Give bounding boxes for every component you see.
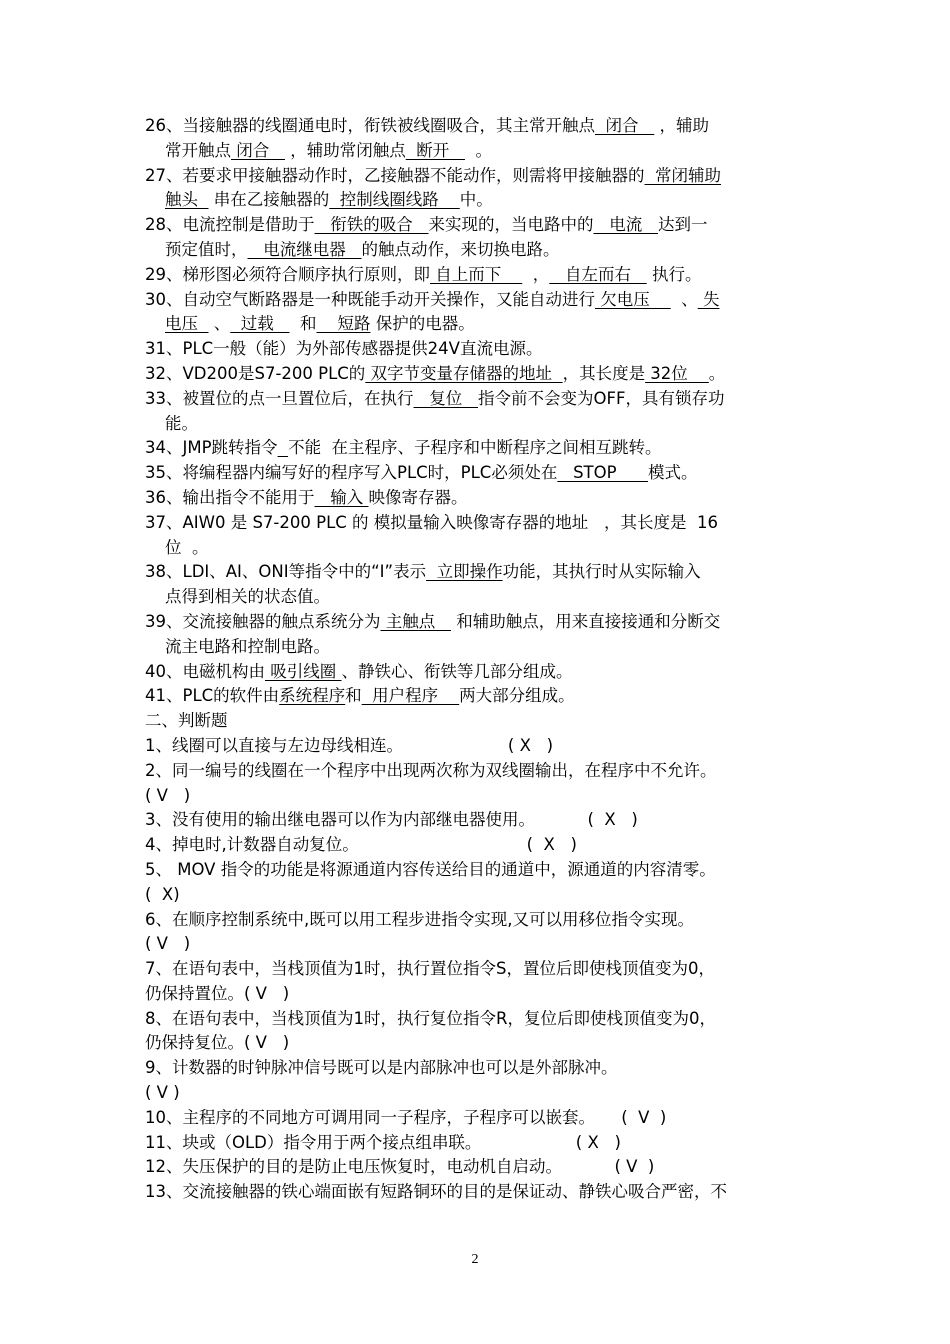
text-segment: 9、计数器的时钟脉冲信号既可以是内部脉冲也可以是外部脉冲。 <box>145 1058 618 1078</box>
question-list <box>145 114 813 1205</box>
text-segment: 7、在语句表中，当栈顶值为1时，执行置位指令S，置位后即使栈顶值变为0， <box>145 959 715 979</box>
answer-blank: 触头 <box>165 190 209 210</box>
text-line <box>145 684 813 709</box>
answer-blank: STOP <box>557 463 649 483</box>
text-line <box>145 1056 813 1081</box>
text-line <box>145 139 813 164</box>
text-segment: 、 <box>208 314 231 334</box>
text-segment: 不能 在主程序、子程序和中断程序之间相互跳转。 <box>288 438 662 458</box>
text-segment: 36、输出指令不能用于 <box>145 487 315 507</box>
answer-blank: 主触点 <box>380 611 451 631</box>
text-segment: 和 <box>289 314 317 334</box>
text-line <box>145 536 813 561</box>
text-segment: 映像寄存器。 <box>368 487 468 507</box>
text-line <box>145 436 813 461</box>
text-segment: ，辅助 <box>654 116 709 135</box>
text-line <box>145 1081 813 1106</box>
text-segment: 和 <box>345 686 362 706</box>
text-segment: 达到一 <box>657 215 708 235</box>
text-segment: 预定值时， <box>165 239 248 259</box>
answer-blank: 断开 <box>405 140 465 160</box>
text-segment: 两大部分组成。 <box>459 686 575 706</box>
text-segment: 中。 <box>459 190 493 210</box>
text-segment: 33、被置位的点一旦置位后，在执行 <box>145 388 414 408</box>
text-line <box>145 1131 813 1156</box>
text-line <box>145 610 813 635</box>
text-segment: 位 。 <box>165 537 209 557</box>
text-segment: 仍保持置位。( V ) <box>145 983 290 1003</box>
answer-blank: 吸引线圈 <box>265 661 342 681</box>
text-segment: 8、在语句表中，当栈顶值为1时，执行复位指令R，复位后即使栈顶值变为0， <box>145 1008 716 1028</box>
answer-blank: 欠电压 <box>595 289 671 309</box>
text-line <box>145 486 813 511</box>
text-line <box>145 387 813 412</box>
text-segment: 27、若要求甲接触器动作时，乙接触器不能动作，则需将甲接触器的 <box>145 165 645 185</box>
text-segment: 30、自动空气断路器是一种既能手动开关操作，又能自动进行 <box>145 289 595 309</box>
text-line <box>145 1007 813 1032</box>
text-segment: 39、交流接触器的触点系统分为 <box>145 611 381 631</box>
text-segment: 能。 <box>165 413 198 433</box>
text-line <box>145 288 813 313</box>
text-line <box>145 957 813 982</box>
text-line <box>145 114 813 139</box>
text-line <box>145 759 813 784</box>
text-segment: ( X) <box>145 884 180 904</box>
answer-blank: 常闭辅助 <box>644 165 721 185</box>
text-segment: 38、LDI、AI、ONI等指令中的“I”表示 <box>145 562 427 582</box>
text-line <box>145 213 813 238</box>
text-segment: 5、 MOV 指令的功能是将源通道内容传送给目的通道中，源通道的内容清零。 <box>145 859 716 879</box>
text-segment: 32、VD200是S7-200 PLC的 <box>145 363 366 383</box>
text-line <box>145 858 813 883</box>
text-line <box>145 734 813 759</box>
text-line <box>145 188 813 213</box>
text-segment: 13、交流接触器的铁心端面嵌有短路铜环的目的是保证动、静铁心吸合严密，不 <box>145 1182 727 1202</box>
answer-blank: 电流 <box>593 215 658 235</box>
text-line <box>145 164 813 189</box>
text-segment: 31、PLC一般（能）为外部传感器提供24V直流电源。 <box>145 339 543 359</box>
text-line <box>145 1180 813 1205</box>
text-line <box>145 660 813 685</box>
text-line <box>145 337 813 362</box>
text-segment: 28、电流控制是借助于 <box>145 215 315 235</box>
text-segment: ( V ) <box>145 1083 180 1103</box>
text-line <box>145 932 813 957</box>
text-line <box>145 784 813 809</box>
answer-blank: 过载 <box>230 314 290 334</box>
text-line <box>145 412 813 437</box>
text-segment: 仍保持复位。( V ) <box>145 1033 290 1053</box>
text-line <box>145 263 813 288</box>
text-segment: 4、掉电时,计数器自动复位。 ( X ) <box>145 835 577 855</box>
text-segment: 2、同一编号的线圈在一个程序中出现两次称为双线圈输出，在程序中不允许。 <box>145 760 717 780</box>
text-line <box>145 808 813 833</box>
answer-blank: 电流继电器 <box>247 239 362 259</box>
text-segment: 12、失压保护的目的是防止电压恢复时，电动机自启动。 ( V ) <box>145 1157 655 1177</box>
answer-blank <box>278 438 289 457</box>
text-segment: 功能，其执行时从实际输入 <box>502 562 701 582</box>
text-line <box>145 1106 813 1131</box>
text-segment: 。 <box>708 363 726 383</box>
text-segment: 流主电路和控制电路。 <box>165 636 330 656</box>
text-segment: ，其长度是 <box>562 363 646 383</box>
text-line <box>145 362 813 387</box>
text-segment: 34、JMP跳转指令 <box>145 438 278 458</box>
text-segment: ， <box>522 264 550 284</box>
text-segment: 串在乙接触器的 <box>208 190 330 210</box>
text-line <box>145 312 813 337</box>
text-line <box>145 1031 813 1056</box>
text-segment: 保护的电器。 <box>370 314 475 334</box>
text-line <box>145 709 813 734</box>
text-segment: 3、没有使用的输出继电器可以作为内部继电器使用。 ( X ) <box>145 810 638 830</box>
text-segment: 11、块或（OLD）指令用于两个接点组串联。 ( X ) <box>145 1132 621 1152</box>
answer-blank: 闭合 <box>595 116 655 135</box>
text-segment: 29、梯形图必须符合顺序执行原则，即 <box>145 264 430 284</box>
answer-blank: 32位 <box>645 363 709 383</box>
text-segment: 37、AIW0 是 S7-200 PLC 的 模拟量输入映像寄存器的地址 ，其长度是 16 <box>145 512 718 532</box>
answer-blank: 失 <box>697 289 720 309</box>
text-line <box>145 982 813 1007</box>
text-segment: 41、PLC的软件由 <box>145 686 280 706</box>
text-line <box>145 833 813 858</box>
text-line <box>145 635 813 660</box>
answer-blank: 立即操作 <box>426 562 503 582</box>
answer-blank: 自上而下 <box>430 264 523 284</box>
text-segment: 、 <box>670 289 698 309</box>
text-segment: 26、当接触器的线圈通电时，衔铁被线圈吸合，其主常开触点 <box>145 116 595 135</box>
text-segment: ，辅助常闭触点 <box>284 140 406 160</box>
text-segment: 。 <box>464 140 492 160</box>
answer-blank: 复位 <box>413 388 478 408</box>
text-line <box>145 908 813 933</box>
text-segment: 指令前不会变为OFF，具有锁存功 <box>477 388 725 408</box>
answer-blank: 输入 <box>314 487 369 507</box>
text-segment: 40、电磁机构由 <box>145 661 265 681</box>
text-segment: 、静铁心、衔铁等几部分组成。 <box>341 661 573 681</box>
text-segment: ( V ) <box>145 934 191 954</box>
text-line <box>145 1155 813 1180</box>
text-line <box>145 461 813 486</box>
answer-blank: 系统程序 <box>279 686 346 706</box>
page-number: 2 <box>471 1252 479 1267</box>
text-segment: 来实现的，当电路中的 <box>428 215 594 235</box>
answer-blank: 自左而右 <box>549 264 647 284</box>
text-segment: 模式。 <box>648 463 698 483</box>
answer-blank: 衔铁的吸合 <box>314 215 429 235</box>
text-line <box>145 511 813 536</box>
text-segment: 10、主程序的不同地方可调用同一子程序，子程序可以嵌套。 ( V ) <box>145 1107 667 1127</box>
answer-blank: 用户程序 <box>361 686 460 706</box>
text-segment: ( V ) <box>145 785 191 805</box>
text-segment: 6、在顺序控制系统中,既可以用工程步进指令实现,又可以用移位指令实现。 <box>145 909 694 929</box>
text-line <box>145 238 813 263</box>
answer-blank: 电压 <box>165 314 209 334</box>
text-segment: 1、线圈可以直接与左边母线相连。 ( X ) <box>145 735 554 755</box>
text-segment: 的触点动作，来切换电路。 <box>361 239 560 259</box>
text-segment: 常开触点 <box>165 140 231 160</box>
answer-blank: 闭合 <box>231 140 285 160</box>
text-segment: 执行。 <box>646 264 702 284</box>
answer-blank: 双字节变量存储器的地址 <box>365 363 563 383</box>
text-line <box>145 560 813 585</box>
text-line <box>145 883 813 908</box>
text-segment: 和辅助触点，用来直接接通和分断交 <box>450 611 721 631</box>
text-segment: 点得到相关的状态值。 <box>165 587 330 607</box>
text-segment: 35、将编程器内编写好的程序写入PLC时，PLC必须处在 <box>145 463 558 483</box>
answer-blank: 短路 <box>316 314 371 334</box>
answer-blank: 控制线圈线路 <box>329 190 460 210</box>
text-line <box>145 585 813 610</box>
text-segment: 二、判断题 <box>145 711 228 731</box>
